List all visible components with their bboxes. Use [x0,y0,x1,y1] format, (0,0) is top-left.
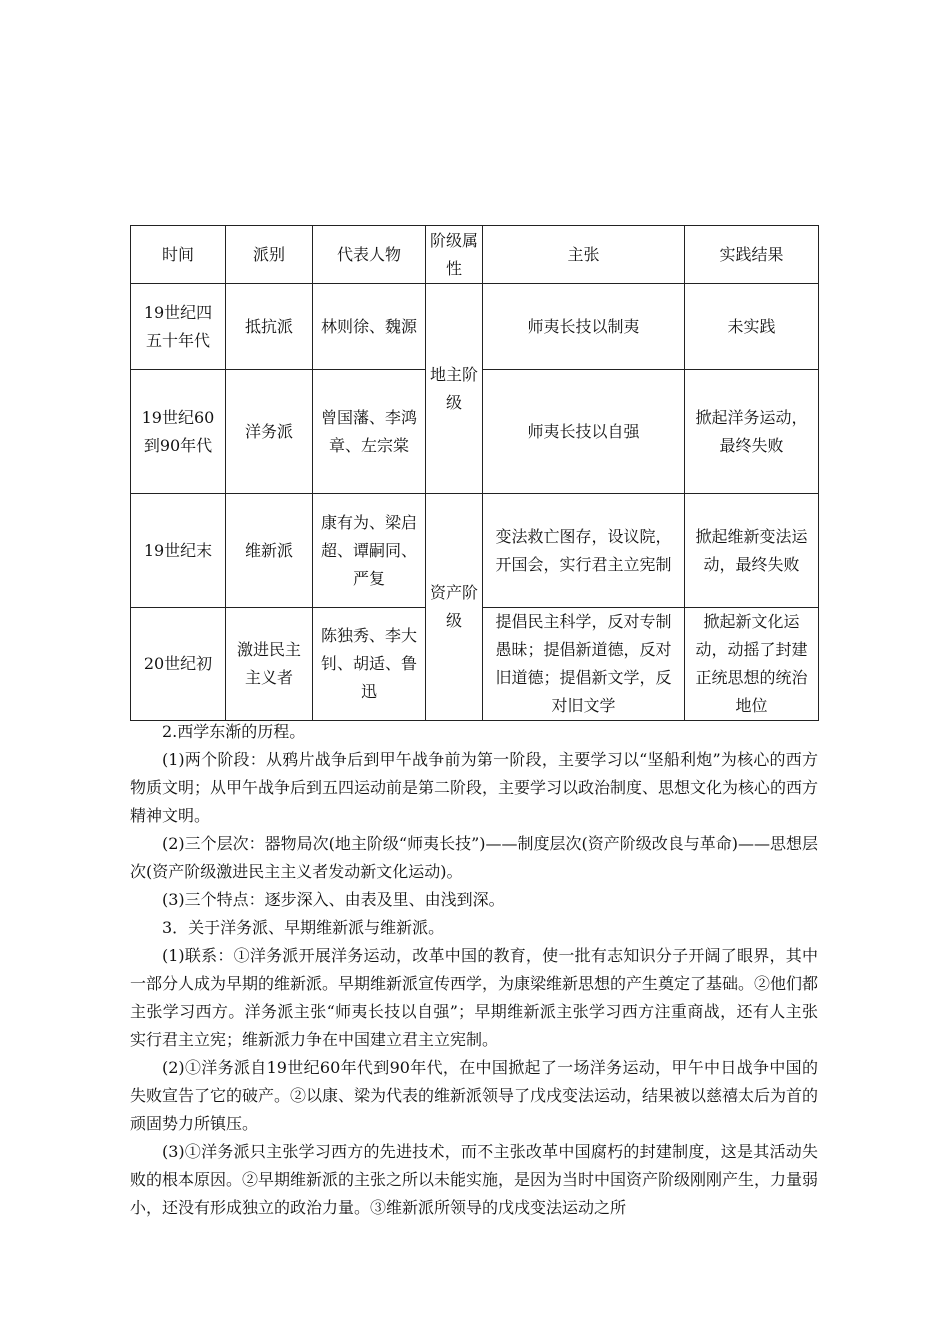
cell-time: 19世纪60到90年代 [131,370,226,494]
cell-time: 20世纪初 [131,608,226,721]
paragraph: (1)两个阶段：从鸦片战争后到甲午战争前为第一阶段，主要学习以“坚船利炮”为核心的西方物质文明；从甲午战争后到五四运动前是第二阶段，主要学习以政治制度、思想文化为核心的西方精神文明。 [130,750,819,825]
cell-time: 19世纪四五十年代 [131,284,226,370]
paragraph: (3)①洋务派只主张学习西方的先进技术，而不主张改革中国腐朽的封建制度，这是其活动失败的根本原因。②早期维新派的主张之所以未能实施，是因为当时中国资产阶级刚刚产生，力量弱小，还没有形成独立的政治力量。③维新派所领导的戊戌变法运动之所 [130,1142,819,1217]
header-faction: 派别 [226,226,313,284]
cell-people: 曾国藩、李鸿章、左宗棠 [313,370,426,494]
cell-class-landlord: 地主阶级 [426,284,483,494]
cell-result: 掀起新文化运动，动摇了封建正统思想的统治地位 [685,608,819,721]
header-people: 代表人物 [313,226,426,284]
cell-class-bourgeois: 资产阶级 [426,494,483,721]
header-claim: 主张 [483,226,685,284]
cell-claim: 师夷长技以制夷 [483,284,685,370]
paragraph: (3)三个特点：逐步深入、由表及里、由浅到深。 [162,890,505,909]
cell-result: 掀起维新变法运动，最终失败 [685,494,819,608]
table-row [131,284,819,370]
cell-claim: 提倡民主科学，反对专制愚昧；提倡新道德，反对旧道德；提倡新文学，反对旧文学 [483,608,685,721]
cell-result: 未实践 [685,284,819,370]
section-heading: 3．关于洋务派、早期维新派与维新派。 [162,918,445,937]
paragraph: (2)三个层次：器物局次(地主阶级“师夷长技”)——制度层次(资产阶级改良与革命)——思想层次(资产阶级激进民主主义者发动新文化运动)。 [130,834,818,881]
body-text [130,718,818,1222]
cell-faction: 洋务派 [226,370,313,494]
header-time: 时间 [131,226,226,284]
header-class: 阶级属性 [426,226,483,284]
cell-result: 掀起洋务运动，最终失败 [685,370,819,494]
cell-claim: 师夷长技以自强 [483,370,685,494]
cell-faction: 抵抗派 [226,284,313,370]
table-row [131,494,819,608]
header-result: 实践结果 [685,226,819,284]
cell-faction: 激进民主主义者 [226,608,313,721]
paragraph: (1)联系：①洋务派开展洋务运动，改革中国的教育，使一批有志知识分子开阔了眼界，其中一部分人成为早期的维新派。早期维新派宣传西学，为康梁维新思想的产生奠定了基础。②他们都主张学习西方。洋务派主张“师夷长技以自强”；早期维新派主张学习西方注重商战，还有人主张实行君主立宪；维新派力争在中国建立君主立宪制。 [130,946,819,1049]
paragraph: (2)①洋务派自19世纪60年代到90年代，在中国掀起了一场洋务运动，甲午中日战争中国的失败宣告了它的破产。②以康、梁为代表的维新派领导了戊戌变法运动，结果被以慈禧太后为首的顽固势力所镇压。 [130,1058,819,1133]
cell-people: 林则徐、魏源 [313,284,426,370]
cell-claim: 变法救亡图存，设议院，开国会，实行君主立宪制 [483,494,685,608]
history-table [130,225,819,721]
cell-people: 陈独秀、李大钊、胡适、鲁迅 [313,608,426,721]
section-heading: 2.西学东渐的历程。 [162,722,306,741]
cell-faction: 维新派 [226,494,313,608]
table-header-row [131,226,819,284]
cell-people: 康有为、梁启超、谭嗣同、严复 [313,494,426,608]
cell-time: 19世纪末 [131,494,226,608]
